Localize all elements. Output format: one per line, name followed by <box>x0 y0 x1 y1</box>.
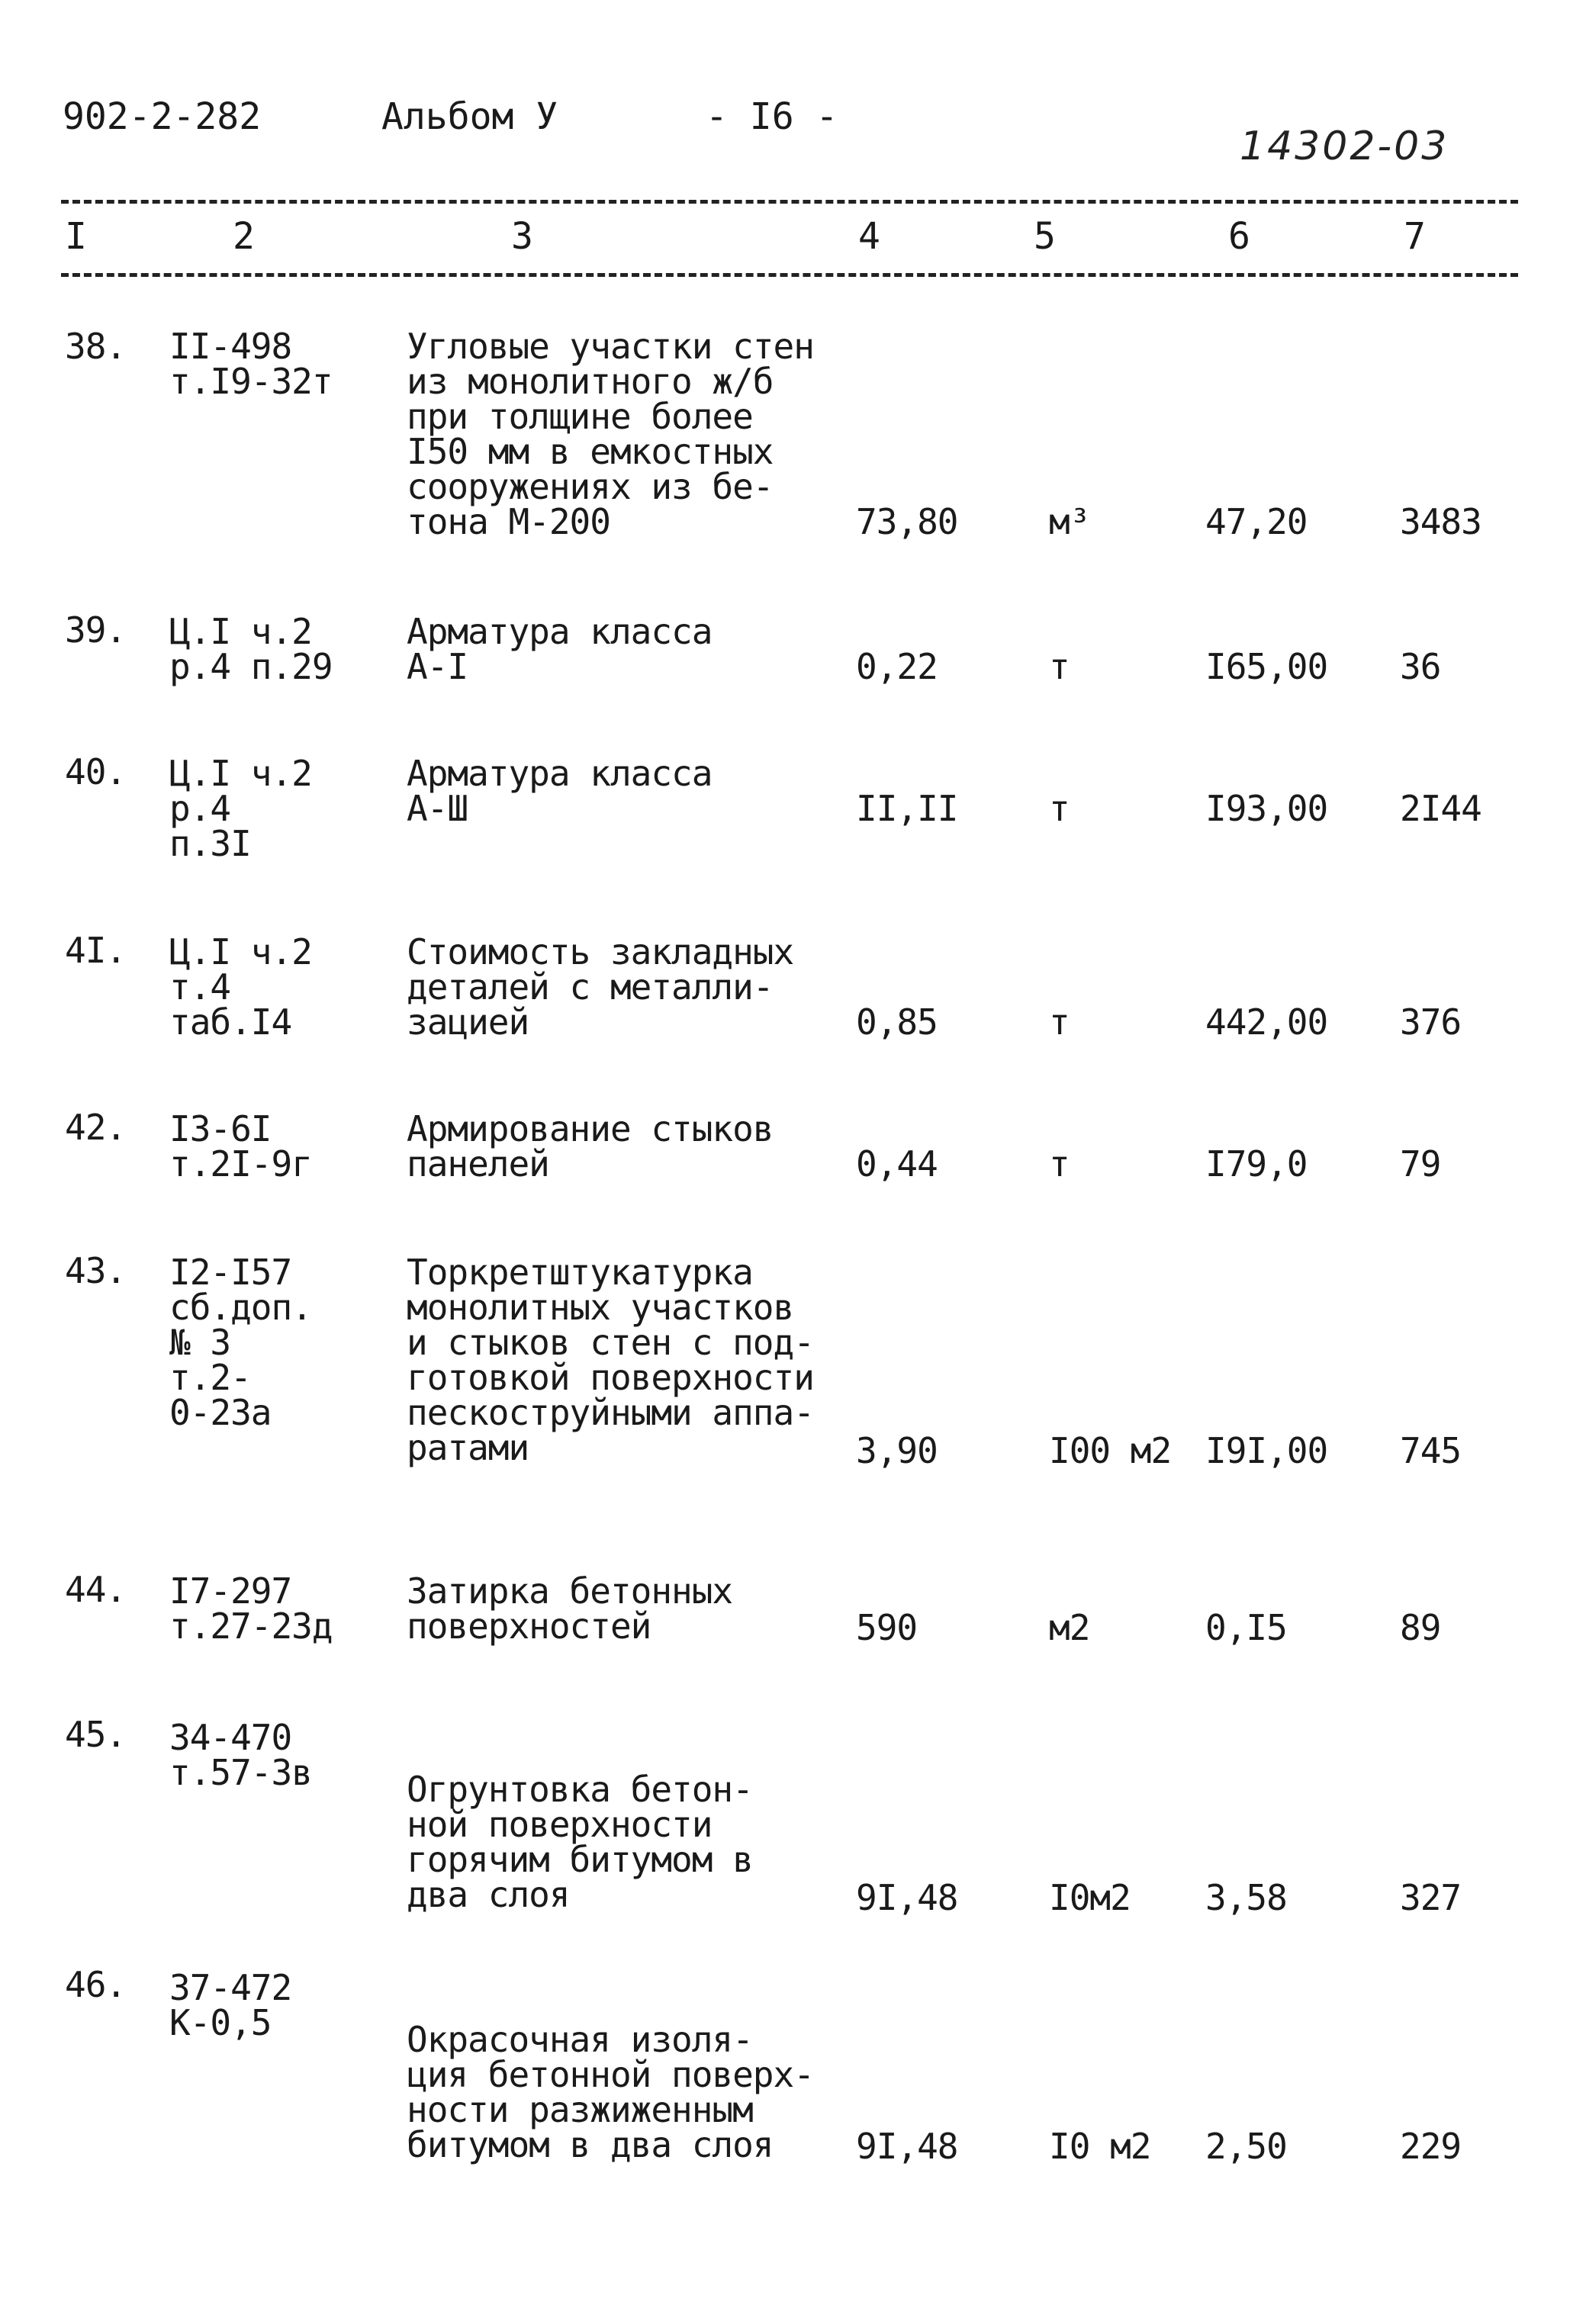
row-unit: м³ <box>1049 501 1090 542</box>
row-description-line: А-I <box>407 646 468 687</box>
row-code-line: т.I9-32т <box>169 361 333 402</box>
row-unit-price: 2,50 <box>1205 2126 1287 2167</box>
row-number: 44. <box>65 1569 127 1610</box>
row-number: 46. <box>65 1964 127 2005</box>
column-header-2: 2 <box>233 215 255 258</box>
row-description-line: и стыков стен с под- <box>407 1322 814 1363</box>
row-number: 38. <box>65 326 127 367</box>
row-code-line: т.57-3в <box>169 1752 312 1793</box>
row-quantity: 0,44 <box>856 1143 938 1185</box>
row-description-line: тона М-200 <box>407 501 610 542</box>
row-quantity: 0,22 <box>856 646 938 687</box>
row-unit: I0 м2 <box>1049 2126 1151 2167</box>
row-unit-price: I9I,00 <box>1205 1430 1328 1471</box>
row-description-line: битумом в два слоя <box>407 2124 774 2165</box>
row-code-line: I3-6I <box>169 1108 272 1149</box>
row-quantity: II,II <box>856 788 958 829</box>
row-total: 327 <box>1400 1877 1462 1918</box>
row-unit: I00 м2 <box>1049 1430 1172 1471</box>
row-unit: т <box>1049 1143 1070 1185</box>
row-unit: т <box>1049 646 1070 687</box>
row-unit-price: 0,I5 <box>1205 1607 1287 1648</box>
row-total: 89 <box>1400 1607 1441 1648</box>
row-unit: I0м2 <box>1049 1877 1131 1918</box>
row-description-line: зацией <box>407 1001 529 1043</box>
row-description-line: Затирка бетонных <box>407 1570 733 1612</box>
row-total: 376 <box>1400 1001 1462 1043</box>
row-description-line: поверхностей <box>407 1606 651 1647</box>
row-code-line: 0-23а <box>169 1392 272 1433</box>
row-description-line: два слоя <box>407 1874 570 1915</box>
row-unit: т <box>1049 1001 1070 1043</box>
row-description-line: I50 мм в емкостных <box>407 431 774 472</box>
row-total: 745 <box>1400 1430 1462 1471</box>
column-header-1: I <box>65 215 87 258</box>
row-description-line: готовкой поверхности <box>407 1357 814 1398</box>
row-description-line: пескоструйными аппа- <box>407 1392 814 1433</box>
row-description-line: ности разжиженным <box>407 2089 753 2130</box>
row-number: 4I. <box>65 930 127 971</box>
row-code-line: сб.доп. <box>169 1287 312 1328</box>
row-description-line: Арматура класса <box>407 611 713 652</box>
column-header-6: 6 <box>1228 215 1250 258</box>
row-number: 43. <box>65 1250 127 1291</box>
row-description-line: Торкретштукатурка <box>407 1252 753 1293</box>
row-quantity: 590 <box>856 1607 918 1648</box>
row-code-line: р.4 п.29 <box>169 646 333 687</box>
row-unit: м2 <box>1049 1607 1090 1648</box>
column-header-4: 4 <box>858 215 880 258</box>
row-number: 40. <box>65 751 127 792</box>
row-description-line: сооружениях из бе- <box>407 466 774 507</box>
row-code-line: Ц.I ч.2 <box>169 931 312 972</box>
row-description-line: деталей с металли- <box>407 966 774 1008</box>
row-total: 3483 <box>1400 501 1481 542</box>
row-code-line: Ц.I ч.2 <box>169 611 312 652</box>
row-total: 2I44 <box>1400 788 1481 829</box>
row-code-line: 37-472 <box>169 1967 292 2008</box>
row-quantity: 73,80 <box>856 501 958 542</box>
document-code: 902-2-282 <box>63 95 262 138</box>
row-code-line: т.2- <box>169 1357 251 1398</box>
row-unit-price: 3,58 <box>1205 1877 1287 1918</box>
row-code-line: Ц.I ч.2 <box>169 753 312 794</box>
column-header-7: 7 <box>1404 215 1426 258</box>
row-description-line: ной поверхности <box>407 1804 713 1845</box>
row-description-line: Огрунтовка бетон- <box>407 1769 753 1810</box>
row-description-line: из монолитного ж/б <box>407 361 774 402</box>
header-rule-bottom <box>61 273 1518 277</box>
row-description-line: Угловые участки стен <box>407 326 814 367</box>
row-description-line: ция бетонной поверх- <box>407 2054 814 2095</box>
row-code-line: р.4 <box>169 788 231 829</box>
row-quantity: 0,85 <box>856 1001 938 1043</box>
row-description-line: при толщине более <box>407 396 753 437</box>
row-description-line: Арматура класса <box>407 753 713 794</box>
row-code-line: т.4 <box>169 966 231 1008</box>
row-description-line: Армирование стыков <box>407 1108 774 1149</box>
row-unit: т <box>1049 788 1070 829</box>
row-unit-price: I93,00 <box>1205 788 1328 829</box>
row-code-line: 34-470 <box>169 1717 292 1758</box>
row-total: 79 <box>1400 1143 1441 1185</box>
row-description-line: Окрасочная изоля- <box>407 2019 753 2060</box>
row-code-line: К-0,5 <box>169 2002 272 2043</box>
row-description-line: монолитных участков <box>407 1287 794 1328</box>
row-code-line: т.27-23д <box>169 1606 333 1647</box>
row-code-line: II-498 <box>169 326 292 367</box>
row-quantity: 9I,48 <box>856 2126 958 2167</box>
row-description-line: ратами <box>407 1427 529 1468</box>
column-header-3: 3 <box>511 215 533 258</box>
column-header-5: 5 <box>1034 215 1056 258</box>
row-code-line: п.3I <box>169 823 251 864</box>
row-total: 229 <box>1400 2126 1462 2167</box>
row-code-line: I2-I57 <box>169 1252 292 1293</box>
row-description-line: панелей <box>407 1143 549 1185</box>
page-number: - I6 - <box>706 95 838 138</box>
row-number: 42. <box>65 1107 127 1148</box>
album-label: Альбом У <box>381 95 558 138</box>
row-unit-price: I65,00 <box>1205 646 1328 687</box>
row-code-line: таб.I4 <box>169 1001 292 1043</box>
row-description-line: А-Ш <box>407 788 468 829</box>
row-quantity: 9I,48 <box>856 1877 958 1918</box>
handwritten-code: 14302-03 <box>1240 124 1449 169</box>
row-number: 45. <box>65 1714 127 1755</box>
row-code-line: № 3 <box>169 1322 231 1363</box>
row-number: 39. <box>65 609 127 651</box>
header-rule-top <box>61 200 1518 204</box>
row-code-line: т.2I-9г <box>169 1143 312 1185</box>
row-quantity: 3,90 <box>856 1430 938 1471</box>
row-description-line: горячим битумом в <box>407 1839 753 1880</box>
row-unit-price: 47,20 <box>1205 501 1308 542</box>
row-unit-price: I79,0 <box>1205 1143 1308 1185</box>
row-total: 36 <box>1400 646 1441 687</box>
row-code-line: I7-297 <box>169 1570 292 1612</box>
row-unit-price: 442,00 <box>1205 1001 1328 1043</box>
row-description-line: Стоимость закладных <box>407 931 794 972</box>
